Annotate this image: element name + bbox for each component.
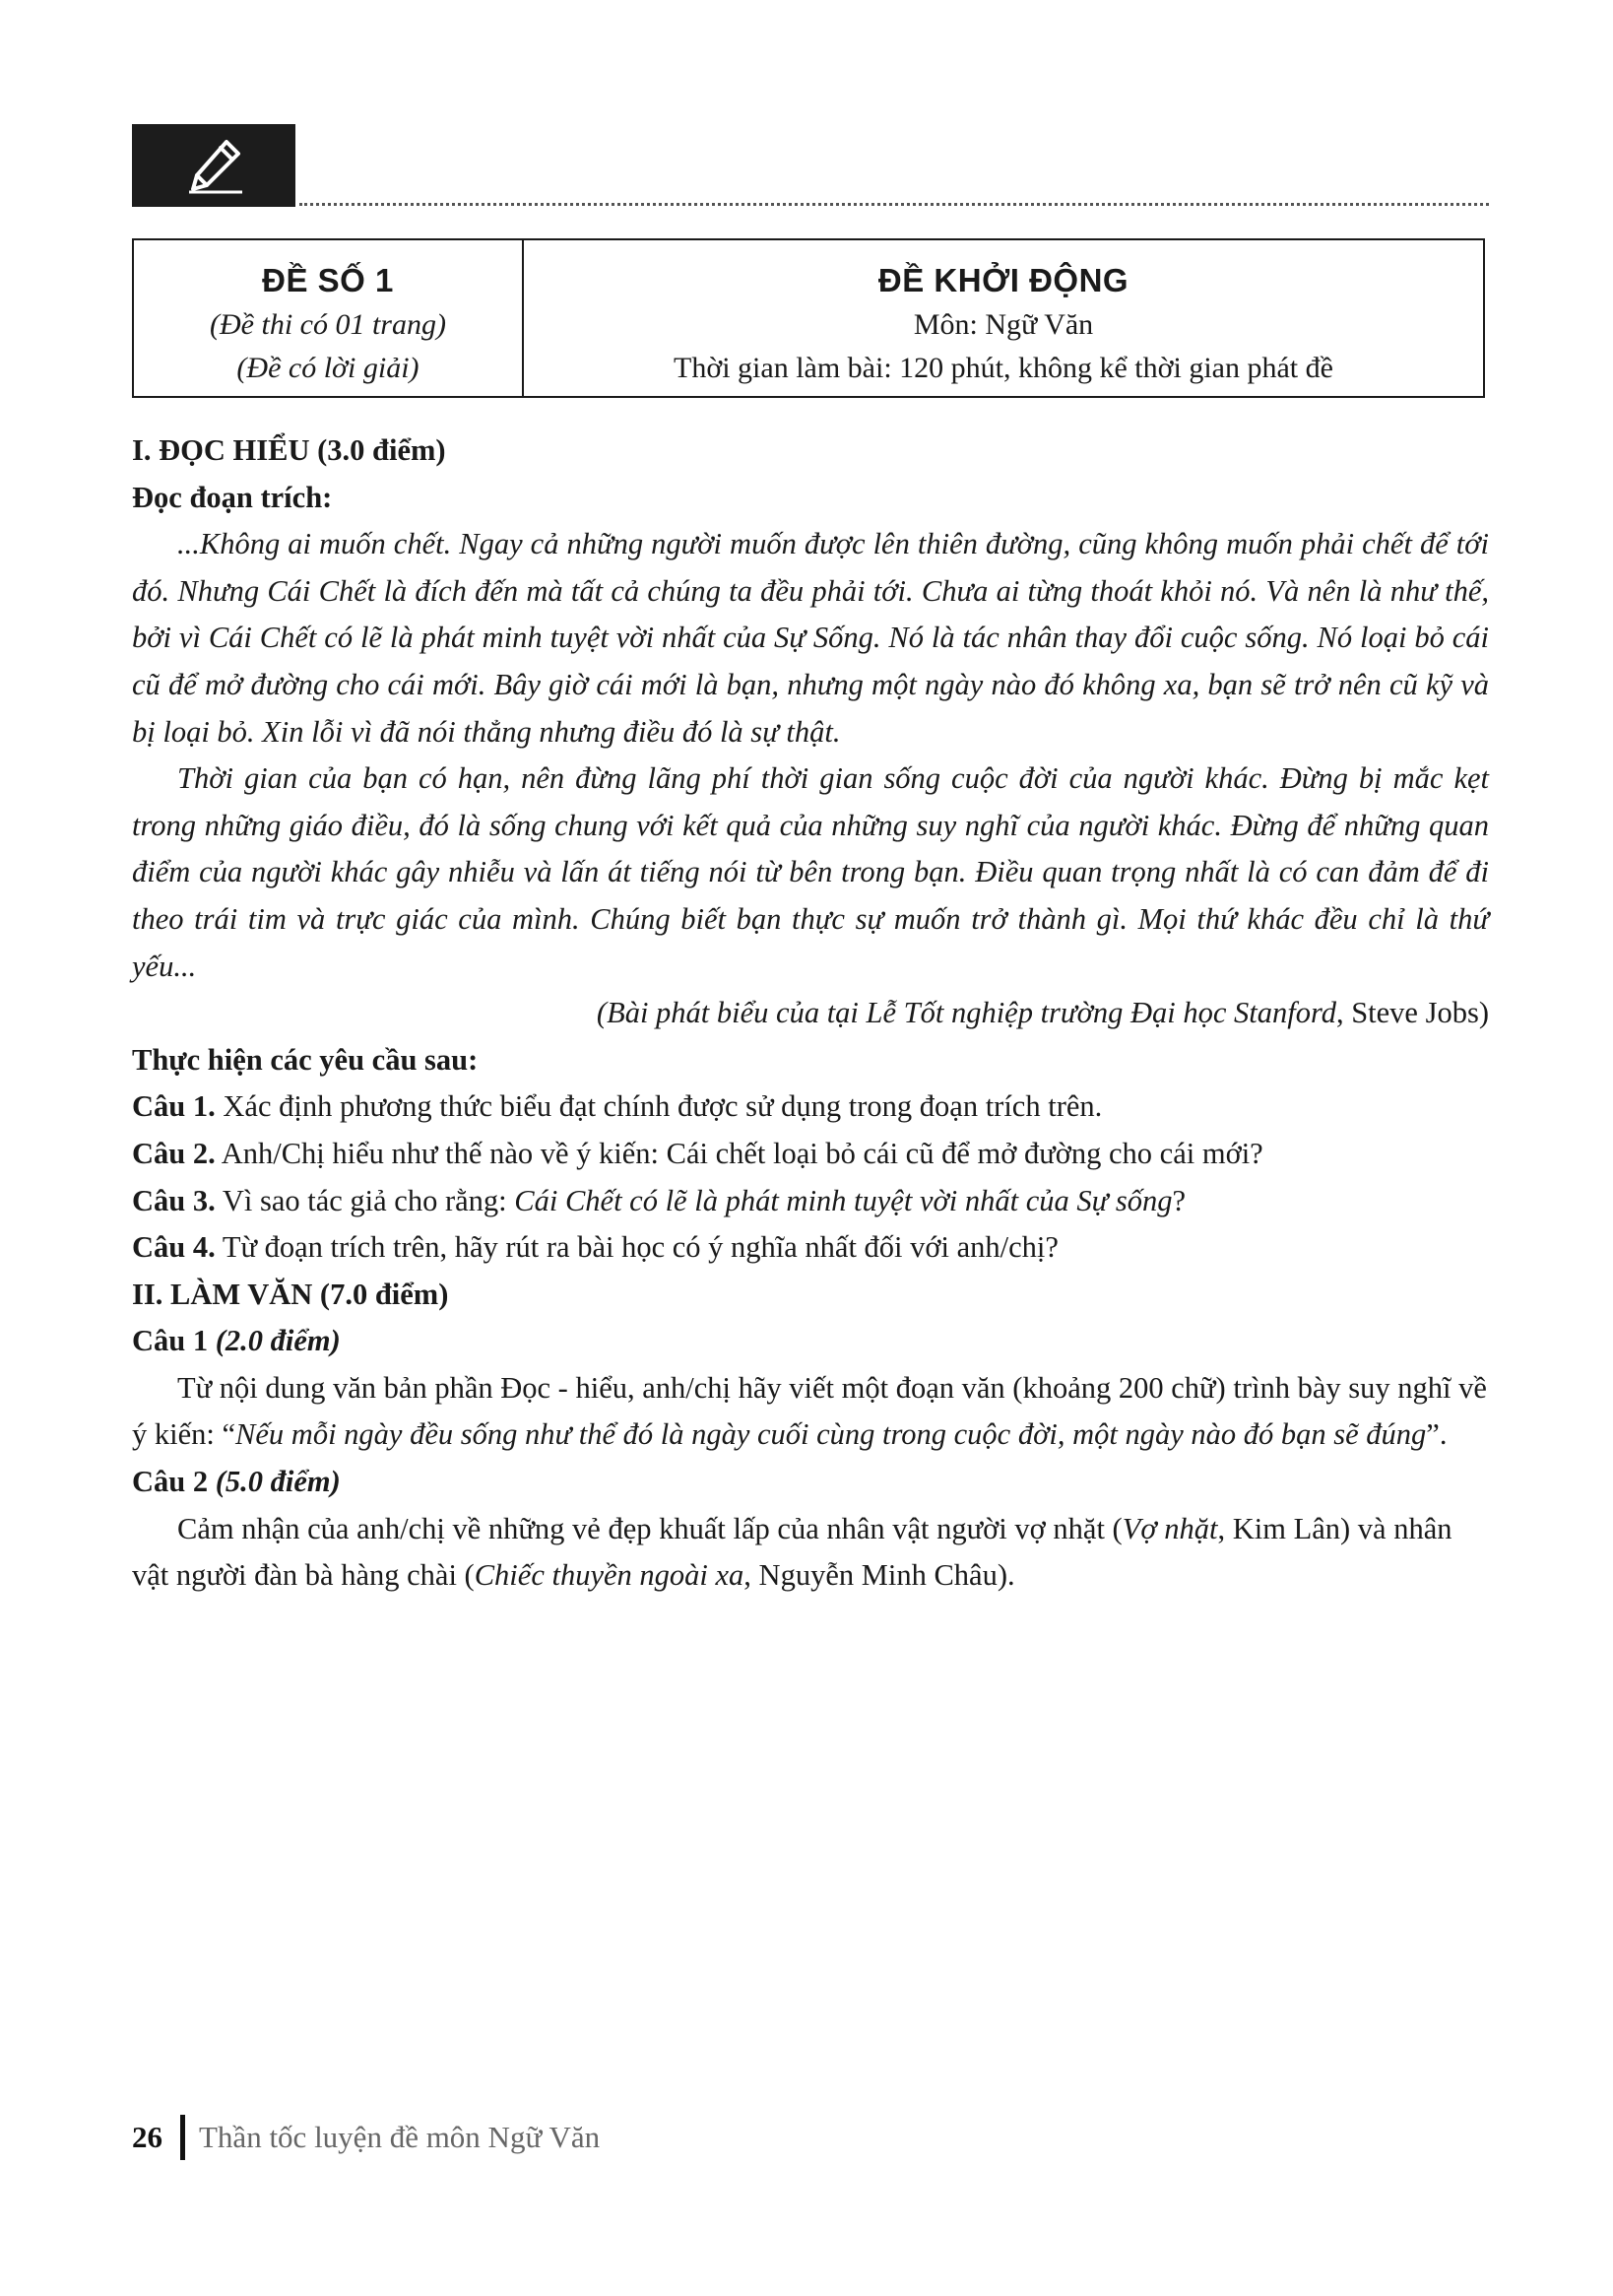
question-1 (132, 1083, 1489, 1131)
question-text: Vì sao tác giả cho rằng: (215, 1183, 515, 1217)
passage-paragraph-1: ...Không ai muốn chết. Ngay cả những người muốn được lên thiên đường, cũng không muốn phải chết để tới đó. Nhưng Cái Chết là đích đến mà tất cả chúng ta đều phải tới. Chưa ai từng thoát khỏi nó. Và nên là như thế, bởi vì Cái Chết có lẽ là phát minh tuyệt vời nhất của Sự Sống. Nó là tác nhân thay đổi cuộc sống. Nó loại bỏ cái cũ để mở đường cho cái mới. Bây giờ cái mới là bạn, nhưng một ngày nào đó không xa, bạn sẽ trở nên cũ kỹ và bị loại bỏ. Xin lỗi vì đã nói thẳng nhưng điều đó là sự thật. (132, 527, 1489, 749)
essay-q2-text-start: Cảm nhận của anh/chị về những vẻ đẹp khuất lấp của nhân vật người vợ nhặt ( (177, 1511, 1123, 1545)
question-text: Từ đoạn trích trên, hãy rút ra bài học có ý nghĩa nhất đối với anh/chị? (215, 1230, 1059, 1265)
passage-source (132, 990, 1489, 1037)
exam-content (132, 427, 1489, 1600)
section1-heading: I. ĐỌC HIỂU (3.0 điểm) (132, 433, 446, 467)
footer-divider (180, 2115, 185, 2160)
question-text: Xác định phương thức biểu đạt chính được sử dụng trong đoạn trích trên. (215, 1089, 1103, 1124)
essay-q2-text-end: , Nguyễn Minh Châu). (743, 1558, 1015, 1593)
question-label: Câu 2. (132, 1136, 216, 1170)
subject: Môn: Ngữ Văn (913, 308, 1094, 341)
read-label: Đọc đoạn trích: (132, 480, 333, 514)
question-text: Anh/Chị hiểu như thế nào về ý kiến: Cái chết loại bỏ cái cũ để mở đường cho cái mới? (215, 1136, 1263, 1170)
dotted-rule (299, 203, 1489, 206)
source-title: Bài phát biểu của tại Lễ Tốt nghiệp trường Đại học Stanford (607, 996, 1336, 1030)
essay-q2-work2: Chiếc thuyền ngoài xa (474, 1558, 744, 1593)
essay-q2-title: Câu 2 (132, 1465, 216, 1499)
question-3 (132, 1178, 1489, 1225)
essay-q1-label (132, 1318, 1489, 1365)
exam-title-cell (524, 240, 1483, 396)
book-title: Thần tốc luyện đề môn Ngữ Văn (199, 2120, 601, 2154)
essay-q2-prompt (132, 1506, 1489, 1600)
source-author: , Steve Jobs) (1335, 996, 1489, 1030)
pencil-icon-box (132, 124, 295, 207)
essay-q2-points: (5.0 điểm) (215, 1465, 341, 1499)
essay-q1-title: Câu 1 (132, 1324, 216, 1358)
passage-paragraph-2: Thời gian của bạn có hạn, nên đừng lãng phí thời gian sống cuộc đời của người khác. Đừng bị mắc kẹt trong những giáo điều, đó là sống chung với kết quả của những suy nghĩ của người khác. Đừng để những quan điểm của người khác gây nhiễu và lấn át tiếng nói từ bên trong bạn. Điều quan trọng nhất là có can đảm để đi theo trái tim và trực giác của mình. Chúng biết bạn thực sự muốn trở thành gì. Mọi thứ khác đều chỉ là thứ yếu... (132, 761, 1489, 983)
section2-heading: II. LÀM VĂN (7.0 điểm) (132, 1277, 449, 1311)
essay-q1-text-start: Từ nội dung văn bản phần Đọc - hiểu, anh/chị hãy viết một đoạn văn (khoảng 200 chữ) trình bày suy nghĩ về ý kiến: “ (132, 1370, 1487, 1452)
page-footer (132, 2114, 600, 2161)
essay-q2-text-mid: , Kim Lân) và nhân vật người đàn bà hàng chài ( (132, 1511, 1452, 1593)
question-label: Câu 4. (132, 1230, 216, 1265)
essay-q1-text-end: ”. (1426, 1417, 1448, 1452)
tasks-label: Thực hiện các yêu cầu sau: (132, 1042, 479, 1077)
source-open: ( (596, 996, 608, 1030)
essay-q1-points: (2.0 điểm) (215, 1324, 341, 1358)
duration: Thời gian làm bài: 120 phút, không kể thời gian phát đề (674, 352, 1333, 384)
pencil-icon (187, 136, 244, 195)
question-quote: Cái Chết có lẽ là phát minh tuyệt vời nhất của Sự sống (514, 1183, 1173, 1217)
pages-note: (Đề thi có 01 trang) (210, 308, 446, 341)
essay-q1-quote: Nếu mỗi ngày đều sống như thể đó là ngày cuối cùng trong cuộc đời, một ngày nào đó bạn sẽ đúng (235, 1417, 1427, 1452)
exam-info-cell (134, 240, 524, 396)
page-number: 26 (132, 2120, 162, 2154)
solution-note: (Đề có lời giải) (236, 352, 419, 384)
exam-header-table (132, 238, 1485, 398)
exam-number: ĐỀ SỐ 1 (262, 262, 394, 298)
question-label: Câu 1. (132, 1089, 216, 1124)
question-2 (132, 1131, 1489, 1178)
question-end: ? (1172, 1183, 1187, 1217)
question-4 (132, 1224, 1489, 1272)
essay-q2-work1: Vợ nhặt (1122, 1511, 1218, 1545)
exam-title: ĐỀ KHỞI ĐỘNG (877, 262, 1129, 298)
essay-q2-label (132, 1459, 1489, 1506)
question-label: Câu 3. (132, 1183, 216, 1217)
essay-q1-prompt (132, 1365, 1489, 1459)
